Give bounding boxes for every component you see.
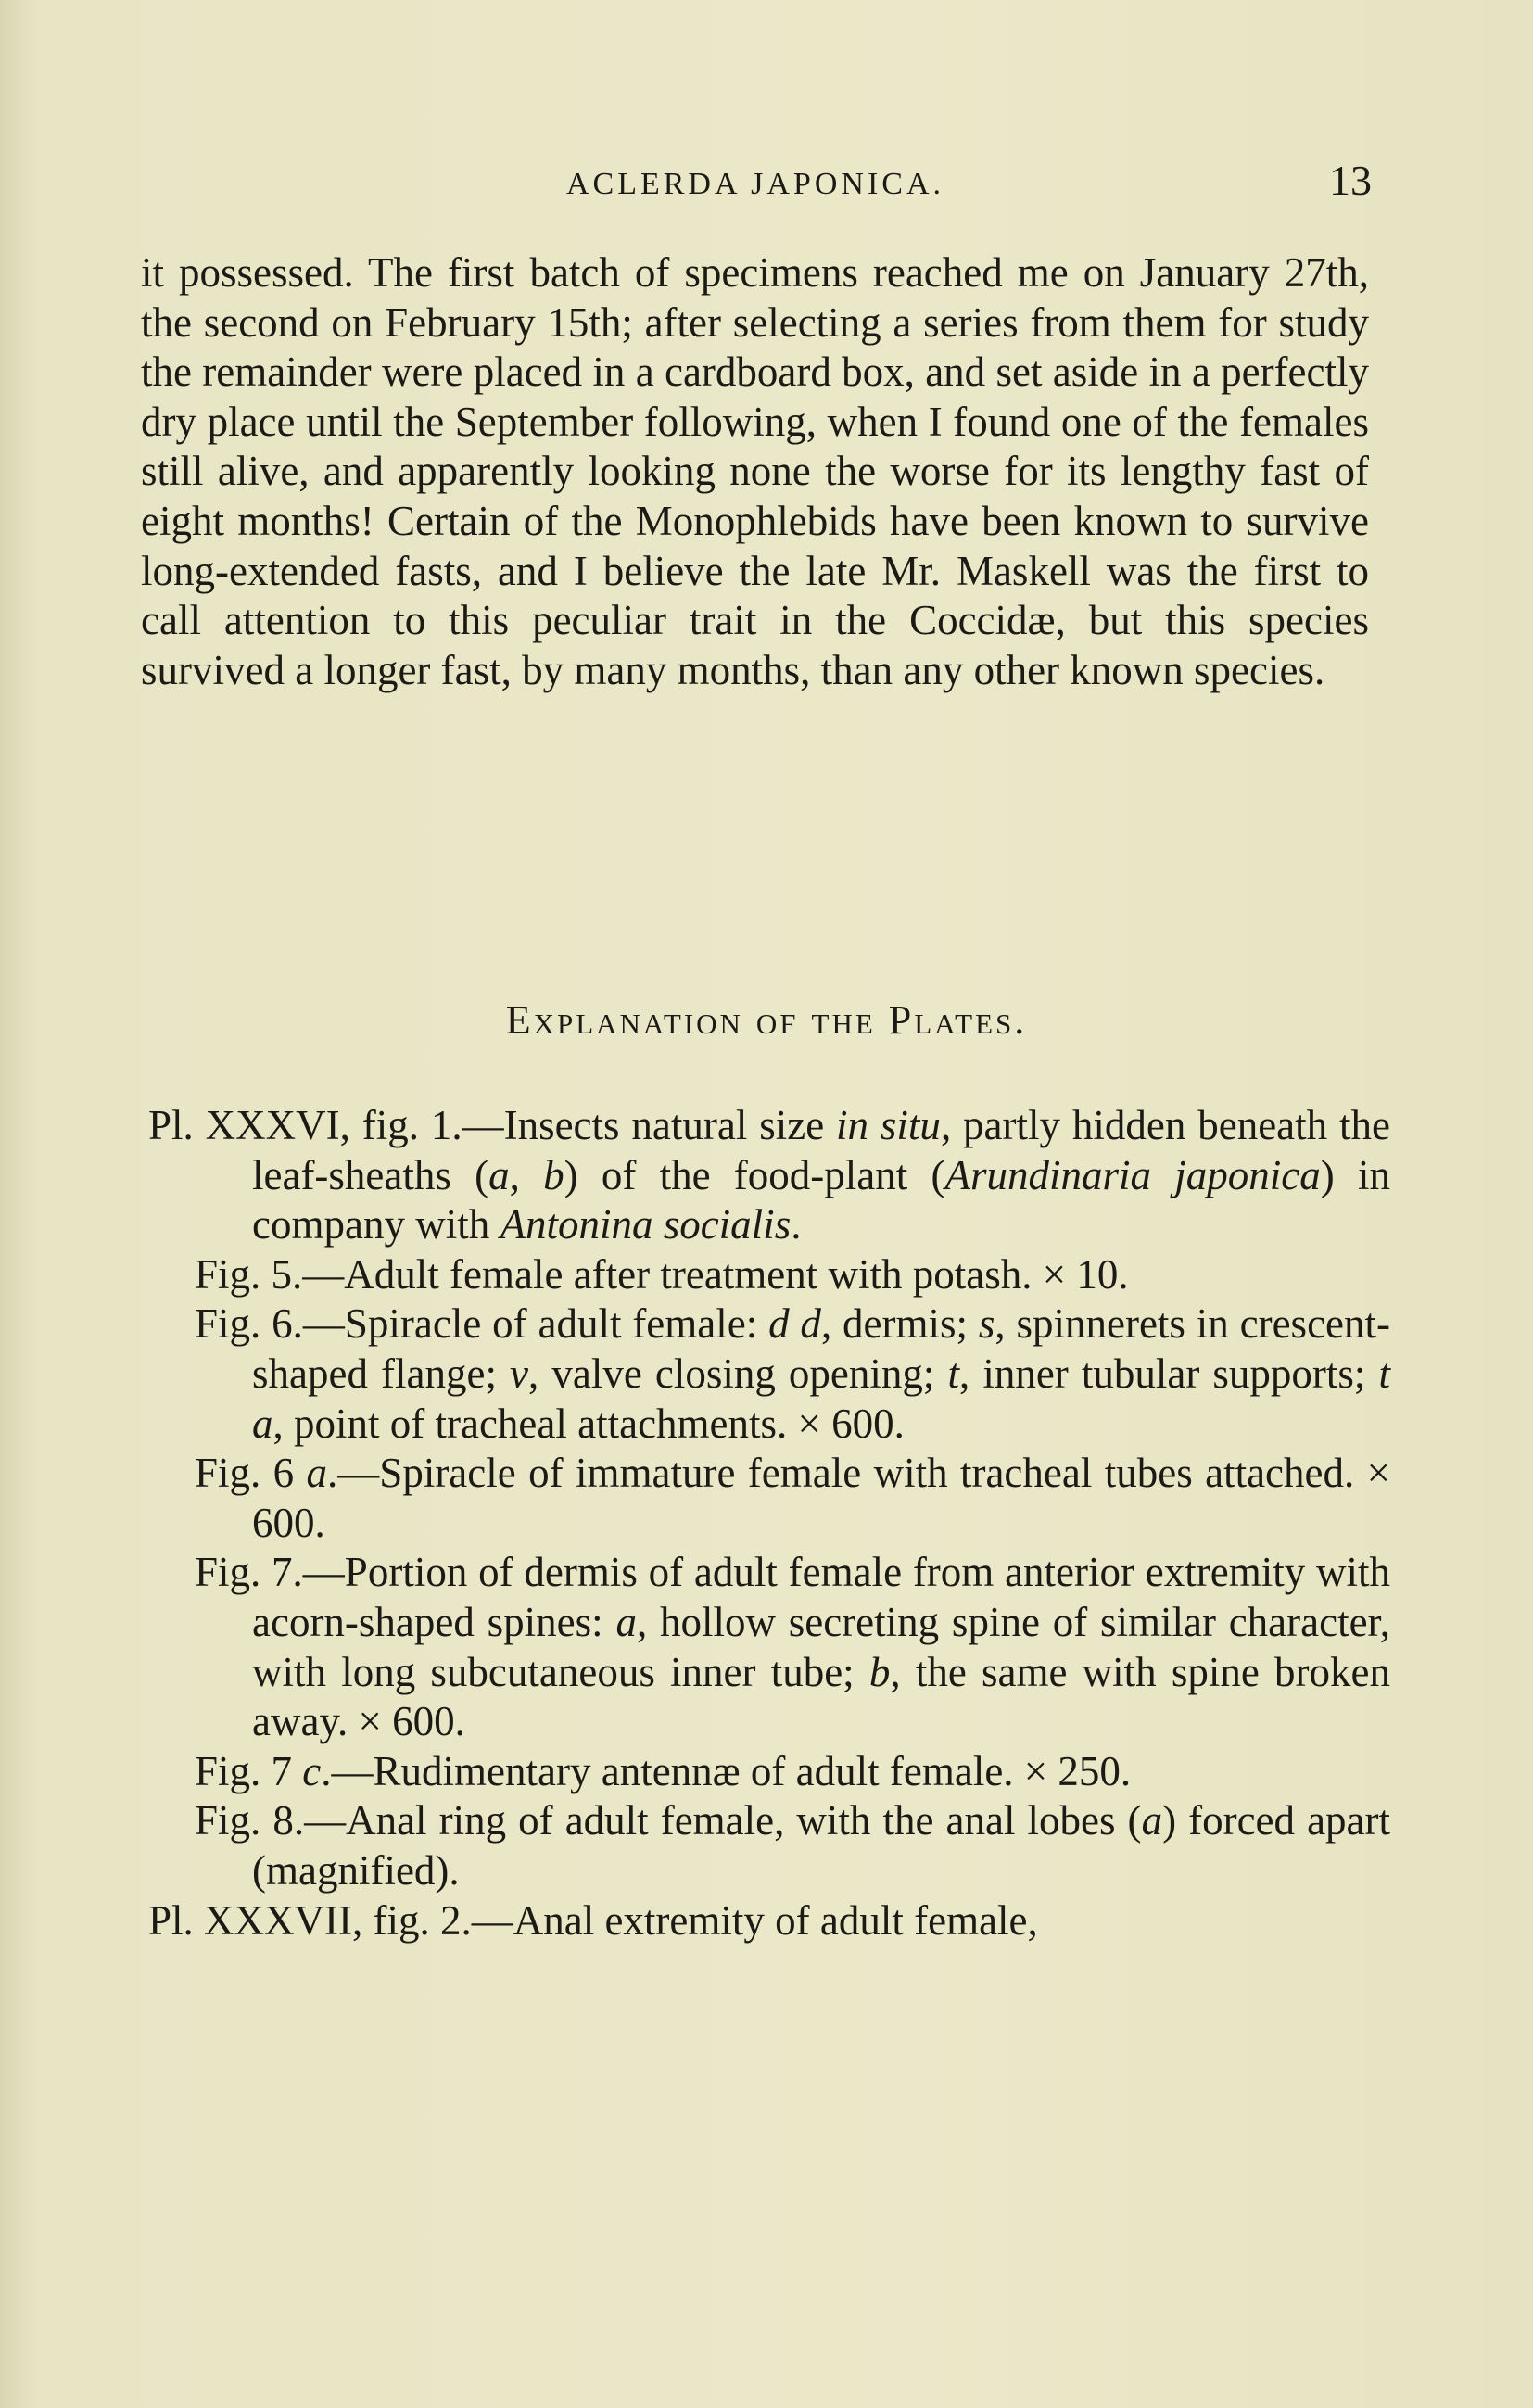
fig-6a-entry: Fig. 6 a.—Spiracle of immature female with tracheal tubes attached. × 600. bbox=[195, 1450, 1391, 1546]
section-heading: Explanation of the Plates. bbox=[505, 997, 1028, 1043]
plate-37-entry: Pl. XXXVII, fig. 2.—Anal extremity of adult female, bbox=[148, 1896, 1038, 1944]
plate-36-entry: Pl. XXXVI, fig. 1.—Insects natural size in situ, partly hidden beneath the leaf-sheaths (a, b) of the food-plant (Arundinaria japonica) in company with Antonina socialis. bbox=[148, 1102, 1390, 1248]
body-paragraph: it possessed. The first batch of specimens reached me on January 27th, the second on February 15th; after selecting a series from them for study the remainder were placed in a cardboard box, and set aside in a perfectly dry place until the September following, when I found one of the females still alive, and apparently looking none the worse for its lengthy fast of eight months! Certain of the Monophlebids have been known to survive long-extended fasts, and I believe the late Mr. Maskell was the first to call attention to this peculiar trait in the Coccidæ, but this species survived a longer fast, by many months, than any other known species. bbox=[141, 249, 1369, 693]
running-head: ACLERDA JAPONICA. bbox=[565, 167, 945, 201]
plate-explanations bbox=[148, 1101, 1390, 1945]
fig-8-entry: Fig. 8.—Anal ring of adult female, with the anal lobes (a) forced apart (magnified). bbox=[195, 1797, 1391, 1894]
fig-5-entry: Fig. 5.—Adult female after treatment with potash. × 10. bbox=[195, 1250, 1129, 1298]
page-number: 13 bbox=[1329, 157, 1372, 204]
fig-7c-entry: Fig. 7 c.—Rudimentary antennæ of adult female. × 250. bbox=[195, 1747, 1132, 1794]
fig-7-entry: Fig. 7.—Portion of dermis of adult female from anterior extremity with acorn-shaped spines: a, hollow secreting spine of similar character, with long subcutaneous inner tube; b, the same with spine broken away. × 600. bbox=[195, 1549, 1390, 1745]
page-header bbox=[139, 156, 1372, 211]
fig-6-entry: Fig. 6.—Spiracle of adult female: d d, dermis; s, spinnerets in crescent-shaped flange; v, valve closing opening; t, inner tubular supports; t a, point of tracheal attachments. × 600. bbox=[195, 1300, 1391, 1447]
